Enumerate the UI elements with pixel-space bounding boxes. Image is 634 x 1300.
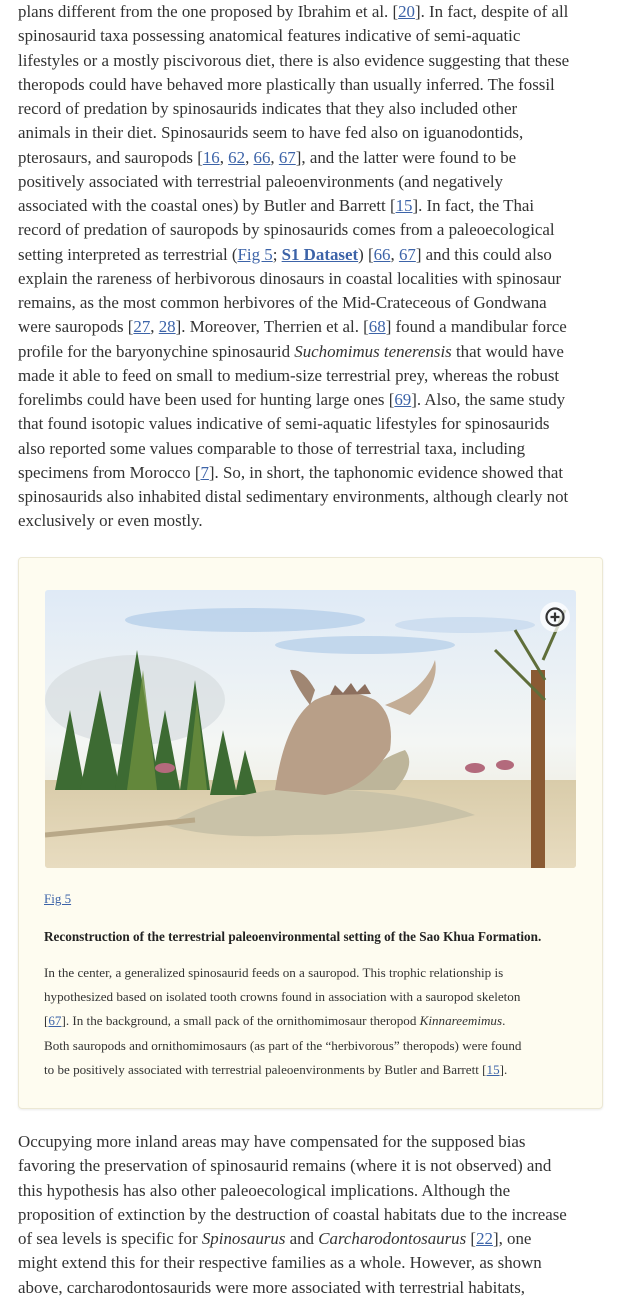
- reference-link[interactable]: S1 Dataset: [281, 244, 359, 264]
- text-segment: forelimbs could have been used for hunting large ones [: [18, 390, 395, 409]
- text-segment: might extend this for their respective families as a whole. However, as shown: [18, 1253, 542, 1273]
- figure-image[interactable]: [45, 590, 576, 868]
- text-segment: ].: [499, 1061, 508, 1077]
- text-segment: ]. So, in short, the taphonomic evidence showed that: [208, 462, 564, 482]
- text-segment: explain the rareness of herbivorous dinosaurs in coastal localities with spinosaur: [18, 268, 562, 288]
- text-line: [18, 49, 618, 73]
- text-line: [18, 24, 618, 48]
- text-line: [44, 1058, 521, 1082]
- reference-link[interactable]: 20: [398, 2, 415, 21]
- text-segment: ,: [150, 317, 159, 337]
- text-segment: ) [: [358, 244, 374, 264]
- text-segment: ]. In the background, a small pack of the ornithomimosaur theropod: [61, 1013, 420, 1029]
- text-line: [18, 121, 618, 145]
- text-segment: that found isotopic values indicative of semi-aquatic lifestyles for spinosaurids: [18, 414, 550, 434]
- text-segment: favoring the preservation of spinosaurid remains (where it is not observed) and: [18, 1156, 552, 1176]
- text-segment: ]. In fact, the Thai: [412, 196, 535, 215]
- text-segment: [: [44, 1013, 49, 1029]
- text-segment: and: [285, 1229, 319, 1248]
- reference-link[interactable]: 15: [395, 196, 413, 215]
- text-line: [18, 1276, 618, 1300]
- text-segment: associated with the coastal ones) by Butler and Barrett [: [18, 196, 396, 215]
- text-segment: were sauropods [: [18, 317, 134, 337]
- text-line: [18, 1154, 618, 1178]
- text-line: [18, 97, 618, 121]
- body-paragraph: [18, 1130, 618, 1300]
- text-line: [18, 218, 618, 242]
- text-segment: made it able to feed on small to medium-size terrestrial prey, whereas the robust: [18, 365, 560, 385]
- text-segment: ,: [270, 147, 279, 167]
- reference-link[interactable]: 67: [48, 1013, 62, 1029]
- italic-term: Kinnareemimus: [419, 1013, 503, 1029]
- reference-link[interactable]: 66: [373, 244, 391, 264]
- italic-term: Spinosaurus: [201, 1229, 286, 1248]
- text-segment: .: [502, 1013, 506, 1029]
- text-segment: [: [466, 1229, 477, 1248]
- text-line: [18, 1203, 618, 1227]
- text-line: [44, 961, 521, 985]
- text-segment: pterosaurs, and sauropods [: [18, 147, 203, 167]
- text-segment: ] and this could also: [415, 244, 552, 264]
- text-line: [18, 267, 618, 291]
- text-segment: Both sauropods and ornithomimosaurs (as part of the “herbivorous” theropods) were found: [44, 1037, 522, 1053]
- reference-link[interactable]: 68: [368, 317, 386, 337]
- text-segment: lifestyles or a mostly piscivorous diet, there is also evidence suggesting that these: [18, 50, 570, 70]
- reference-link[interactable]: 16: [202, 147, 220, 167]
- text-segment: ] found a mandibular force: [385, 317, 567, 337]
- text-segment: proposition of extinction by the destruction of coastal habitats due to the increase: [18, 1204, 567, 1224]
- text-segment: positively associated with terrestrial paleoenvironments (and negatively: [18, 171, 503, 191]
- text-segment: theropods could have behaved more plastically than usually inferred. The fossil: [18, 74, 555, 94]
- text-line: [18, 388, 618, 412]
- figure-title: Reconstruction of the terrestrial paleoenvironmental setting of the Sao Khua Formation.: [44, 929, 542, 944]
- text-line: [18, 340, 618, 364]
- reference-link[interactable]: Fig 5: [237, 244, 273, 264]
- dinosaur-illustration: [45, 590, 576, 868]
- text-segment: ,: [245, 147, 254, 167]
- figure-card: [18, 557, 603, 1109]
- text-line: [18, 0, 618, 24]
- reference-link[interactable]: 7: [200, 462, 209, 482]
- text-line: [18, 412, 618, 436]
- text-line: [18, 73, 618, 97]
- reference-link[interactable]: 22: [476, 1229, 493, 1248]
- text-segment: setting interpreted as terrestrial (: [18, 244, 238, 264]
- reference-link[interactable]: 67: [398, 244, 416, 264]
- text-line: [18, 364, 618, 388]
- reference-link[interactable]: 27: [133, 317, 151, 337]
- text-line: [18, 509, 618, 533]
- text-segment: plans different from the one proposed by Ibrahim et al. [: [18, 2, 399, 21]
- text-segment: exclusively or even mostly.: [18, 511, 203, 531]
- text-segment: record of predation of sauropods by spinosaurids comes from a paleoecological: [18, 220, 555, 240]
- text-segment: Occupying more inland areas may have compensated for the supposed bias: [18, 1132, 526, 1151]
- text-segment: that would have: [451, 341, 564, 361]
- text-segment: of sea levels is specific for: [18, 1229, 202, 1248]
- reference-link[interactable]: 62: [228, 147, 246, 167]
- reference-link[interactable]: 15: [486, 1061, 500, 1077]
- text-line: [18, 315, 618, 339]
- text-segment: ], one: [492, 1229, 532, 1248]
- text-segment: ], and the latter were found to be: [295, 147, 517, 167]
- text-line: [18, 1251, 618, 1275]
- reference-link[interactable]: 67: [278, 147, 296, 167]
- text-segment: specimens from Morocco [: [18, 462, 201, 482]
- text-segment: animals in their diet. Spinosaurids seem to have fed also on iguanodontids,: [18, 123, 524, 143]
- text-segment: spinosaurids also inhabited distal sedimentary environments, although clearly not: [18, 487, 569, 506]
- italic-term: Carcharodontosaurus: [318, 1229, 467, 1248]
- reference-link[interactable]: 28: [158, 317, 176, 337]
- text-line: [18, 1179, 618, 1203]
- text-segment: also reported some values comparable to those of terrestrial taxa, including: [18, 438, 526, 458]
- text-segment: ]. Moreover, Therrien et al. [: [175, 317, 369, 337]
- text-segment: above, carcharodontosaurids were more associated with terrestrial habitats,: [18, 1277, 525, 1297]
- figure-caption: [44, 961, 521, 1082]
- text-line: [18, 194, 618, 218]
- text-line: [44, 1009, 521, 1033]
- text-line: [18, 291, 618, 315]
- figure-link[interactable]: Fig 5: [44, 891, 72, 906]
- text-segment: record of predation by spinosaurids indicates that they also included other: [18, 99, 518, 118]
- italic-term: Suchomimus tenerensis: [294, 341, 452, 361]
- text-line: [18, 1227, 618, 1251]
- text-segment: ,: [219, 147, 229, 167]
- text-line: [18, 146, 618, 170]
- text-segment: ]. In fact, despite of all: [414, 2, 569, 21]
- text-segment: this hypothesis has also other paleoecological implications. Although the: [18, 1180, 511, 1200]
- text-segment: In the center, a generalized spinosaurid feeds on a sauropod. This trophic relationship is: [44, 965, 504, 980]
- text-line: [18, 437, 618, 461]
- text-line: [18, 485, 618, 509]
- text-segment: hypothesized based on isolated tooth crowns found in association with a sauropod skeleton: [44, 989, 521, 1005]
- text-line: [18, 461, 618, 485]
- body-paragraph: [18, 0, 618, 534]
- text-segment: ;: [272, 244, 282, 264]
- text-line: [44, 985, 521, 1009]
- text-segment: ]. Also, the same study: [411, 390, 566, 409]
- text-segment: profile for the baryonychine spinosaurid: [18, 341, 295, 361]
- reference-link[interactable]: 69: [394, 390, 412, 409]
- text-line: [18, 170, 618, 194]
- text-segment: ,: [390, 244, 399, 264]
- text-line: [44, 1034, 521, 1058]
- text-line: [18, 243, 618, 267]
- text-segment: to be positively associated with terrestrial paleoenvironments by Butler and Barrett [: [44, 1061, 487, 1077]
- text-segment: spinosaurid taxa possessing anatomical features indicative of semi-aquatic: [18, 26, 521, 46]
- zoom-in-icon[interactable]: [540, 602, 570, 632]
- text-line: [18, 1130, 618, 1154]
- text-segment: remains, as the most common herbivores of the Mid-Crateceous of Gondwana: [18, 293, 547, 312]
- reference-link[interactable]: 66: [253, 147, 271, 167]
